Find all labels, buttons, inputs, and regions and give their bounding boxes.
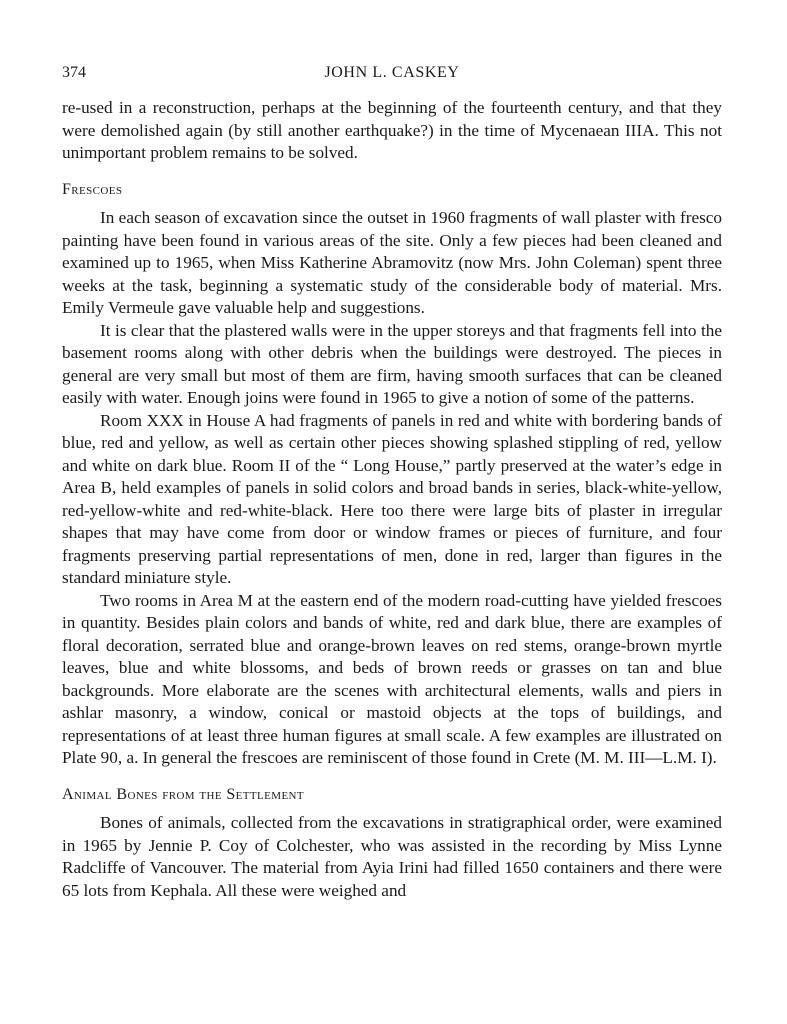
paragraph: Bones of animals, collected from the excavations in stratigraphical order, were examined in 1965 by Jennie P. Coy of Colchester, who was assisted in the recording by Miss Lynne Radcliffe of Vancouver. The material from Ayia Irini had filled 1650 containers and there were 65 lots from Kephala. All these were weighed and xyxy=(62,813,722,900)
paragraph: Room XXX in House A had fragments of panels in red and white with bordering bands of blue, red and yellow, as well as certain other pieces showing splashed stippling of red, yellow and white on dark blue. Room II of the “ Long House,” partly preserved at the water’s edge in Area B, held examples of panels in solid colors and broad bands in series, black-white-yellow, red-yellow-white and red-white-black. Here too there were large bits of plaster in irregular shapes that may have come from door or window frames or pieces of furniture, and four fragments preserving partial representations of men, done in red, larger than figures in the standard miniature style. xyxy=(62,410,722,587)
running-title: JOHN L. CASKEY xyxy=(324,64,460,81)
section-heading-animal-bones: Animal Bones from the Settlement xyxy=(62,785,305,803)
body-text xyxy=(62,97,722,902)
paragraph: In each season of excavation since the outset in 1960 fragments of wall plaster with fresco painting have been found in various areas of the site. Only a few pieces had been cleaned and examined up to 1965, when Miss Katherine Abramovitz (now Mrs. John Coleman) spent three weeks at the task, beginning a systematic study of the considerable body of material. Mrs. Emily Vermeule gave valuable help and suggestions. xyxy=(62,208,722,317)
page-number: 374 xyxy=(62,64,86,81)
section-heading-frescoes: Frescoes xyxy=(62,180,123,198)
paragraph: Two rooms in Area M at the eastern end of the modern road-cutting have yielded frescoes in quantity. Besides plain colors and bands of white, red and dark blue, there are examples of floral decoration, serrated blue and orange-brown leaves on red stems, orange-brown myrtle leaves, blue and white blossoms, and beds of brown reeds or grasses on tan and blue backgrounds. More elaborate are the scenes with architectural elements, walls and piers in ashlar masonry, a window, conical or mastoid objects at the tops of buildings, and representations of at least three human figures at small scale. A few examples are illustrated on Plate 90, a. In general the frescoes are reminiscent of those found in Crete (M. M. III—L.M. I). xyxy=(62,590,722,767)
paragraph: It is clear that the plastered walls were in the upper storeys and that fragments fell into the basement rooms along with other debris when the buildings were destroyed. The pieces in general are very small but most of them are firm, having smooth surfaces that can be cleaned easily with water. Enough joins were found in 1965 to give a notion of some of the patterns. xyxy=(62,320,722,407)
intro-paragraph: re-used in a reconstruction, perhaps at the beginning of the fourteenth century, and that they were demolished again (by still another earthquake?) in the time of Mycenaean IIIA. This not unimportant problem remains to be solved. xyxy=(62,98,722,162)
page-header xyxy=(62,62,722,84)
